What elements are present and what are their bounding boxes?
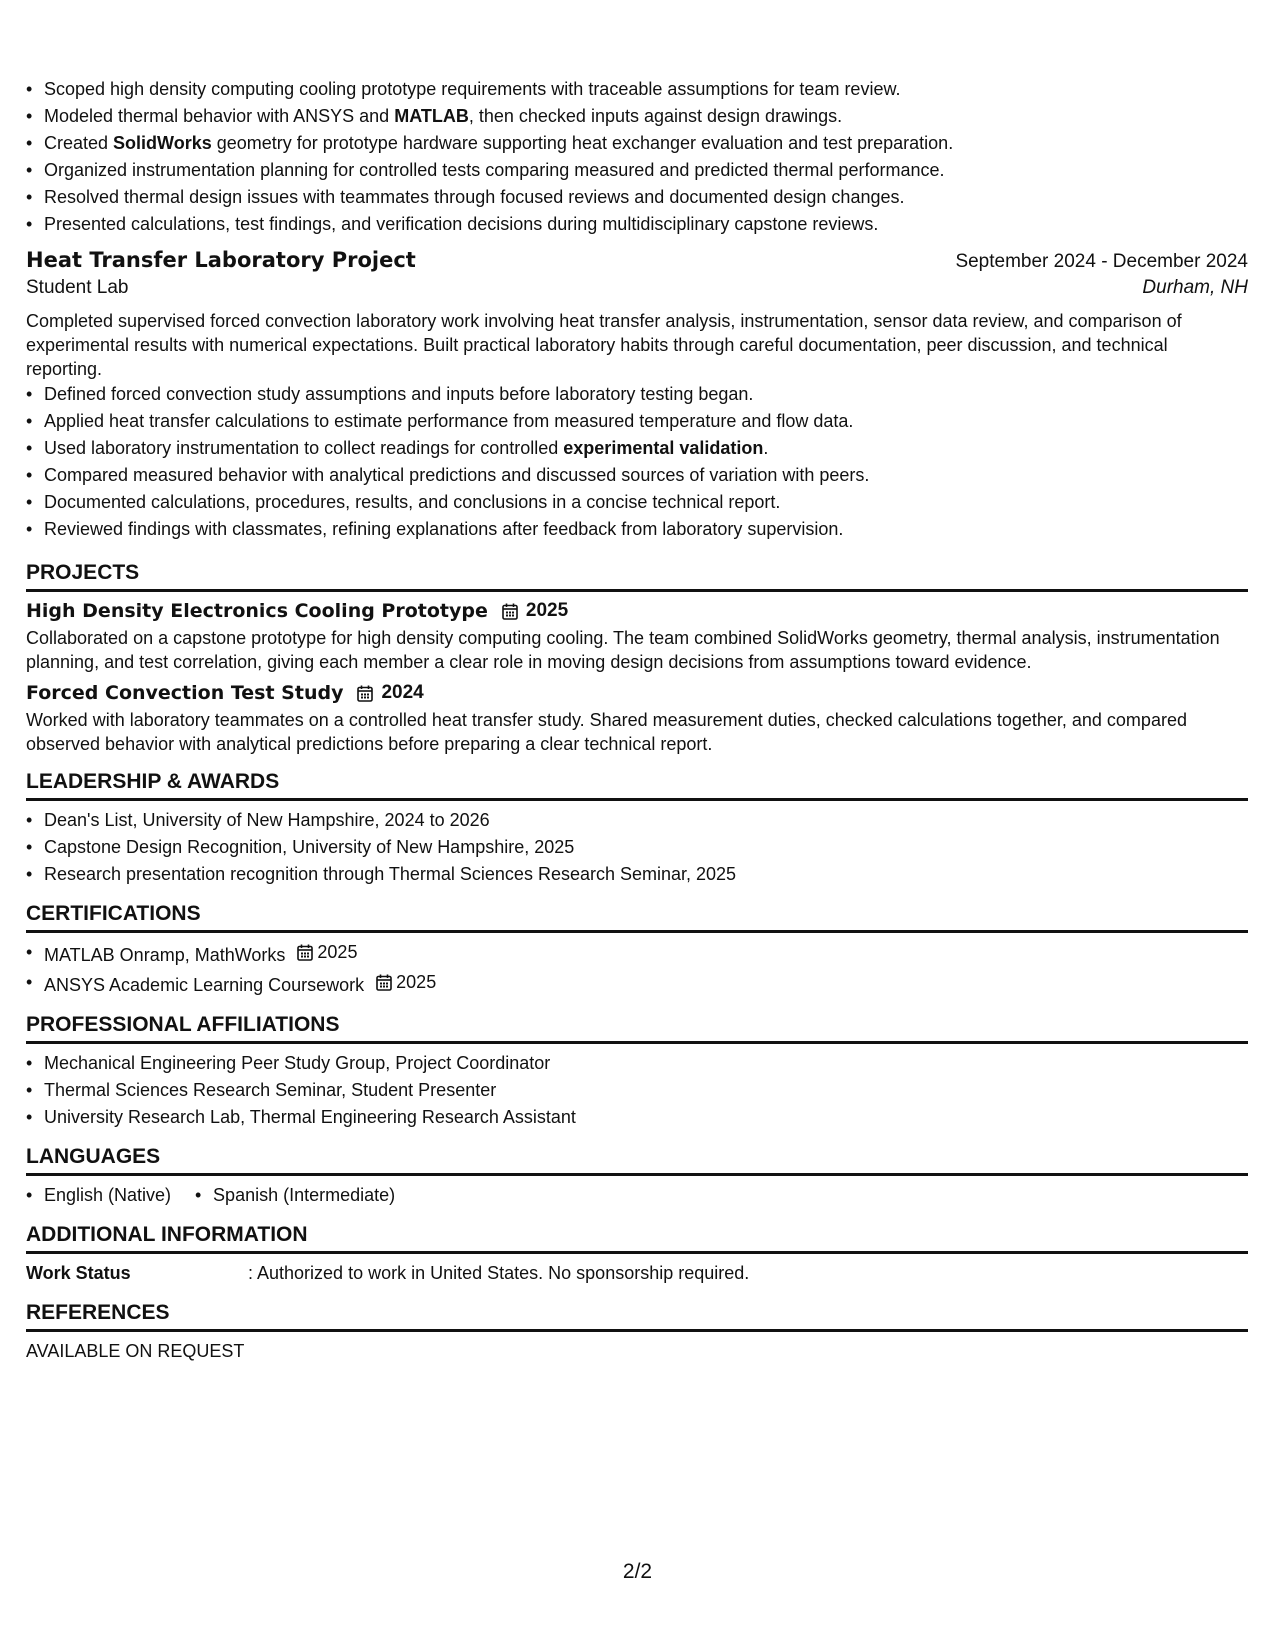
affiliations-section	[26, 1013, 1248, 1131]
section-title: LANGUAGES	[26, 1145, 1248, 1176]
section-title: PROJECTS	[26, 561, 1248, 592]
affiliation-item: • University Research Lab, Thermal Engineering Research Assistant	[44, 1104, 1248, 1131]
bullet-item: • Created SolidWorks geometry for prototype hardware supporting heat exchanger evaluation and test preparation.	[44, 130, 1248, 157]
project-item	[26, 600, 1248, 674]
calendar-icon	[297, 944, 313, 961]
additional-info-section	[26, 1223, 1248, 1287]
work-status-value: : Authorized to work in United States. No sponsorship required.	[248, 1263, 750, 1283]
calendar-icon	[357, 685, 373, 702]
experience-bullets	[26, 76, 1248, 238]
award-item: • Capstone Design Recognition, University of New Hampshire, 2025	[44, 834, 1248, 861]
section-title: CERTIFICATIONS	[26, 902, 1248, 933]
certification-year: 2025	[317, 942, 358, 962]
language-item: • English (Native)	[44, 1182, 171, 1209]
section-title: PROFESSIONAL AFFILIATIONS	[26, 1013, 1248, 1044]
entry-organization: Student Lab	[26, 277, 129, 298]
calendar-icon	[502, 603, 518, 620]
certification-item	[44, 969, 1248, 999]
references-section	[26, 1301, 1248, 1365]
certifications-section	[26, 902, 1248, 999]
bullet-item: • Resolved thermal design issues with teammates through focused reviews and documented design changes.	[44, 184, 1248, 211]
bullet-item: • Modeled thermal behavior with ANSYS and MATLAB, then checked inputs against design drawings.	[44, 103, 1248, 130]
certification-name: MATLAB Onramp, MathWorks	[44, 945, 286, 965]
section-title: ADDITIONAL INFORMATION	[26, 1223, 1248, 1254]
lab-bullets	[26, 381, 1248, 543]
bullet-item: • Documented calculations, procedures, results, and conclusions in a concise technical report.	[44, 489, 1248, 516]
certification-year: 2025	[396, 972, 437, 992]
award-item: • Dean's List, University of New Hampshire, 2024 to 2026	[44, 807, 1248, 834]
entry-summary: Completed supervised forced convection laboratory work involving heat transfer analysis, instrumentation, sensor data review, and comparison of experimental results with numerical expectations. Built practical laboratory habits through careful documentation, peer discussion, and technical reporting.	[26, 311, 1182, 379]
references-text: AVAILABLE ON REQUEST	[26, 1341, 245, 1361]
bullet-item: • Compared measured behavior with analytical predictions and discussed sources of variation with peers.	[44, 462, 1248, 489]
projects-section	[26, 561, 1248, 756]
entry-location: Durham, NH	[1142, 277, 1248, 298]
affiliation-item: • Mechanical Engineering Peer Study Group, Project Coordinator	[44, 1050, 1248, 1077]
affiliation-item: • Thermal Sciences Research Seminar, Student Presenter	[44, 1077, 1248, 1104]
project-description: Worked with laboratory teammates on a controlled heat transfer study. Shared measurement duties, checked calculations together, and compared observed behavior with analytical predictions before preparing a clear technical report.	[26, 710, 1187, 754]
project-year: 2024	[381, 682, 424, 703]
certification-name: ANSYS Academic Learning Coursework	[44, 975, 365, 995]
project-title: High Density Electronics Cooling Prototype	[26, 600, 488, 622]
entry-dates: September 2024 - December 2024	[955, 251, 1248, 272]
bullet-item: • Scoped high density computing cooling prototype requirements with traceable assumptions for team review.	[44, 76, 1248, 103]
project-item	[26, 682, 1248, 756]
project-year: 2025	[525, 600, 569, 621]
lab-entry	[26, 248, 1248, 543]
page-number: 2/2	[622, 1560, 653, 1583]
languages-section	[26, 1145, 1248, 1209]
entry-title: Heat Transfer Laboratory Project	[26, 248, 416, 272]
project-title: Forced Convection Test Study	[26, 682, 344, 704]
bullet-item: • Presented calculations, test findings, and verification decisions during multidisciplinary capstone reviews.	[44, 211, 1248, 238]
language-item: • Spanish (Intermediate)	[213, 1182, 395, 1209]
bullet-item: • Applied heat transfer calculations to estimate performance from measured temperature and flow data.	[44, 408, 1248, 435]
resume-page	[26, 76, 1248, 1365]
certification-item	[44, 939, 1248, 969]
bullet-item: • Organized instrumentation planning for controlled tests comparing measured and predicted thermal performance.	[44, 157, 1248, 184]
project-description: Collaborated on a capstone prototype for high density computing cooling. The team combined SolidWorks geometry, thermal analysis, instrumentation planning, and test correlation, giving each member a clear role in moving design decisions from assumptions toward evidence.	[26, 628, 1220, 672]
bullet-item: • Reviewed findings with classmates, refining explanations after feedback from laboratory supervision.	[44, 516, 1248, 543]
awards-section	[26, 770, 1248, 888]
calendar-icon	[376, 974, 392, 991]
bullet-item: • Used laboratory instrumentation to collect readings for controlled experimental validation.	[44, 435, 1248, 462]
section-title: LEADERSHIP & AWARDS	[26, 770, 1248, 801]
bullet-item: • Defined forced convection study assumptions and inputs before laboratory testing began.	[44, 381, 1248, 408]
section-title: REFERENCES	[26, 1301, 1248, 1332]
work-status-label: Work Status	[26, 1263, 131, 1283]
award-item: • Research presentation recognition through Thermal Sciences Research Seminar, 2025	[44, 861, 1248, 888]
